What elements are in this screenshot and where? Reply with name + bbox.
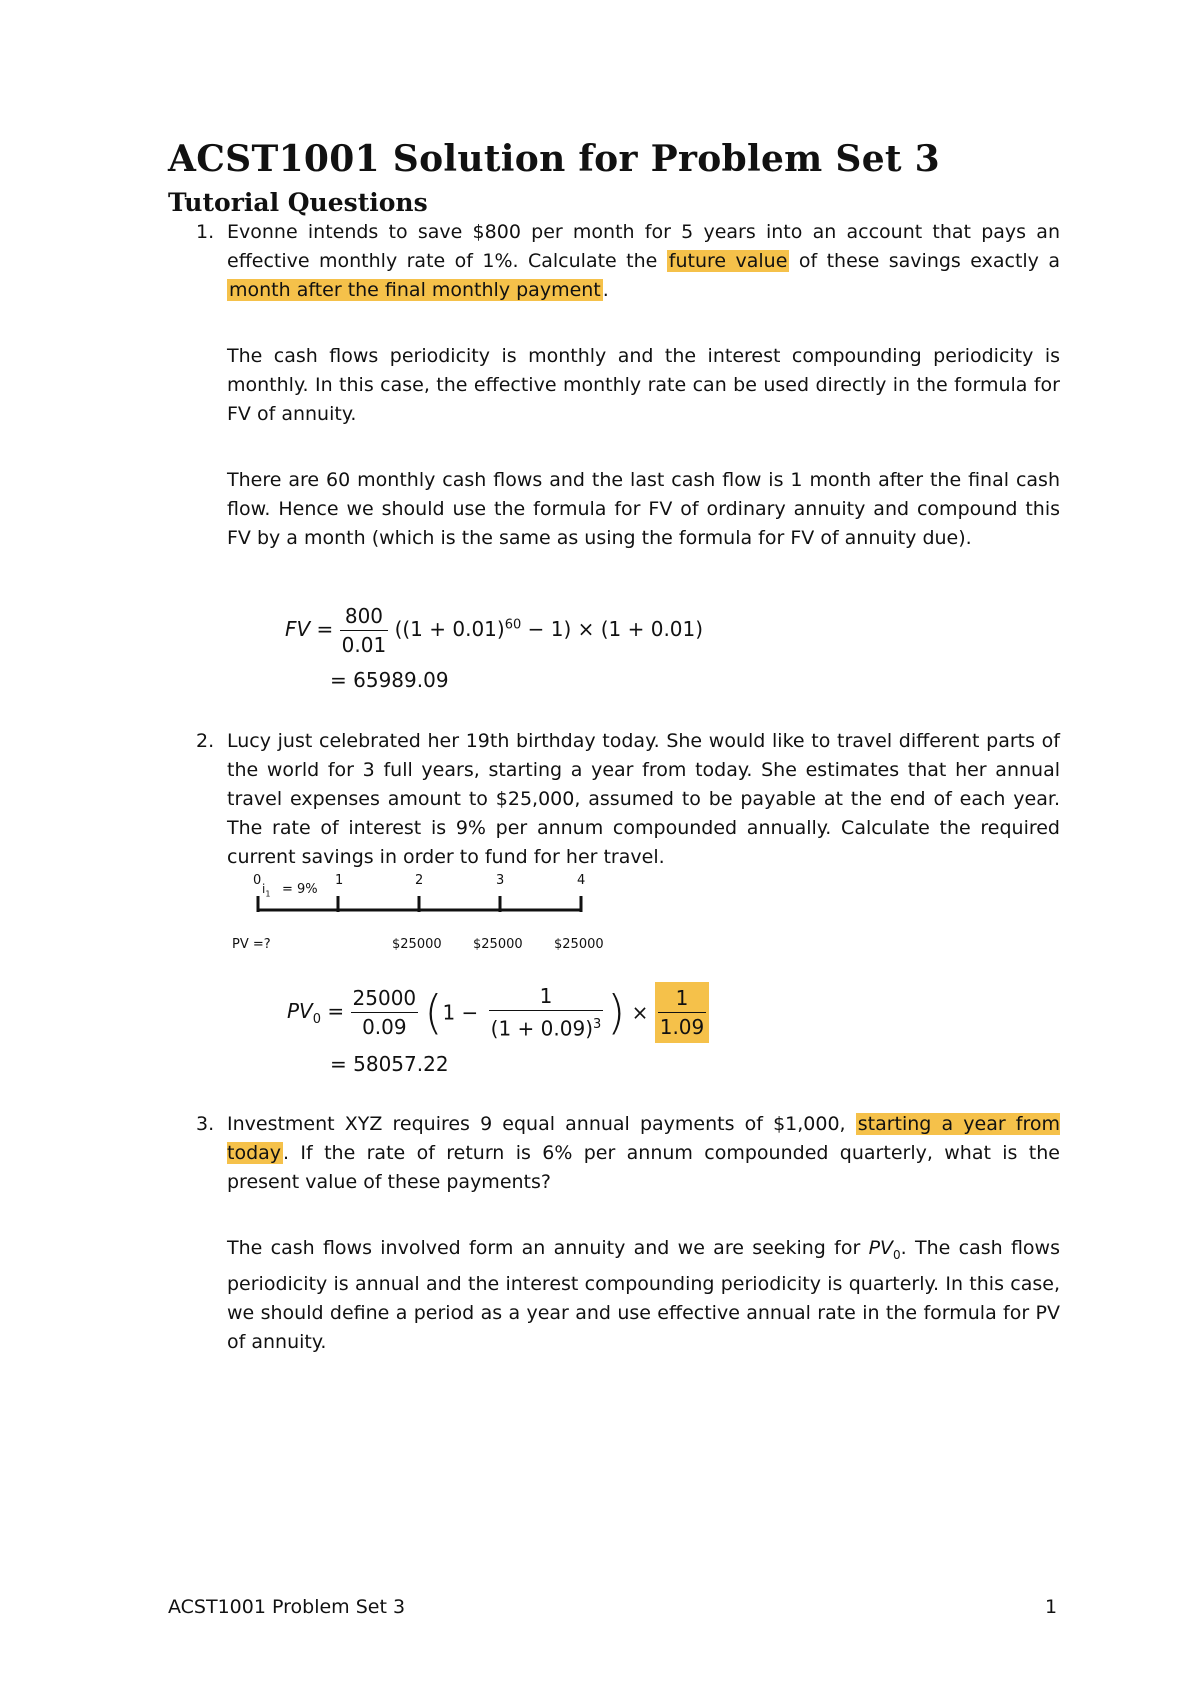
page-number: 1 xyxy=(1045,1596,1058,1618)
question-number: 1. xyxy=(196,221,215,243)
pv-symbol: PV xyxy=(287,999,313,1023)
question-number: 2. xyxy=(196,730,215,752)
text-segment: . The cash flows periodicity is annual and the interest compounding periodicity is quarterly. In this case, we should define a period as a year and use effective annual rate in the formula for PV of annuity. xyxy=(227,1237,1060,1353)
text-segment: Evonne intends to save $800 per month for 5 years into an account that pays an effective monthly rate of 1%. Calculate the xyxy=(227,221,1060,272)
text-segment: The cash flows involved form an annuity and we are seeking for xyxy=(227,1237,869,1259)
question-text xyxy=(227,1110,1060,1197)
question-number: 3. xyxy=(196,1113,215,1135)
timeline-tick-label: 2 xyxy=(415,873,424,888)
rate-label xyxy=(262,882,270,898)
question-2 xyxy=(196,727,1060,872)
pv-label: PV =? xyxy=(232,937,271,952)
fraction xyxy=(340,602,389,659)
equals-sign: = xyxy=(327,999,345,1023)
inner-numerator: 1 xyxy=(489,982,604,1011)
section-heading: Tutorial Questions xyxy=(168,188,428,217)
cash-flow-amount: $25000 xyxy=(473,937,523,952)
question-text: Lucy just celebrated her 19th birthday today. She would like to travel different parts of the world for 3 full years, starting a year from today. She estimates that her annual travel expenses amount to $25,000, assumed to be payable at the end of each year. The rate of interest is 9% per annum compounded annually. Calculate the required current savings in order to fund for her travel. xyxy=(227,730,1060,868)
text-segment: Investment XYZ requires 9 equal annual payments of $1,000, xyxy=(227,1113,856,1135)
rate-symbol: i xyxy=(262,882,266,896)
timeline-tick-label: 4 xyxy=(577,873,586,888)
text-segment: . xyxy=(602,279,609,301)
inner-base: (1 + 0.09) xyxy=(490,1016,593,1041)
highlight: month after the final monthly payment xyxy=(229,279,601,301)
formula-tail: − 1) × (1 + 0.01) xyxy=(521,617,704,641)
denominator: 0.09 xyxy=(362,1015,407,1039)
open-paren: ( xyxy=(424,985,443,1040)
rate-subscript: 1 xyxy=(265,889,271,899)
page-title: ACST1001 Solution for Problem Set 3 xyxy=(168,138,941,180)
cash-flow-amount: $25000 xyxy=(392,937,442,952)
formula-body: ((1 + 0.01) xyxy=(394,617,505,641)
denominator: 1.09 xyxy=(659,1015,705,1039)
inner-denominator xyxy=(489,1011,604,1043)
answer-paragraph: The cash flows periodicity is monthly and the interest compounding periodicity is monthly. In this case, the effective monthly rate can be used directly in the formula for FV of annuity. xyxy=(227,345,1060,425)
pv-symbol: PV xyxy=(868,1237,894,1259)
highlight: future value xyxy=(668,250,788,272)
answer-paragraph xyxy=(227,1234,1060,1357)
formula-pv xyxy=(287,982,709,1043)
numerator: 25000 xyxy=(351,984,419,1013)
question-text xyxy=(227,218,1060,305)
highlighted-fraction xyxy=(655,982,710,1043)
cash-flow-amount: $25000 xyxy=(554,937,604,952)
exponent: 60 xyxy=(504,617,522,633)
text-segment: . If the rate of return is 6% per annum compounded quarterly, what is the present value of these payments? xyxy=(227,1142,1060,1193)
formula-lhs xyxy=(287,999,322,1027)
timeline-tick-label: 3 xyxy=(496,873,505,888)
close-paren: ) xyxy=(607,985,626,1040)
equals-sign: = xyxy=(316,617,334,641)
timeline-tick-label: 0 xyxy=(253,873,262,888)
highlight: starting a year from today xyxy=(227,1113,1061,1164)
footer-title: ACST1001 Problem Set 3 xyxy=(168,1596,406,1618)
fraction xyxy=(351,984,419,1041)
pv-subscript: 0 xyxy=(893,1247,901,1262)
pv-subscript: 0 xyxy=(312,1012,322,1027)
numerator: 800 xyxy=(340,602,389,631)
inner-exponent: 3 xyxy=(593,1017,602,1033)
timeline-tick-label: 1 xyxy=(335,873,344,888)
answer-paragraph: There are 60 monthly cash flows and the last cash flow is 1 month after the final cash flow. Hence we should use the formula for FV of ordinary annuity and compound this FV by a month (which is the same as using the formula for FV of annuity due). xyxy=(227,469,1060,549)
inner-fraction xyxy=(489,982,604,1043)
denominator: 0.01 xyxy=(341,633,387,657)
question-3 xyxy=(196,1110,1060,1197)
rate-value: = 9% xyxy=(282,882,318,897)
times-sign: × xyxy=(631,1000,649,1025)
inline-math xyxy=(868,1237,901,1262)
one-minus: 1 − xyxy=(442,1000,479,1025)
formula-lhs: FV xyxy=(285,617,311,641)
text-segment: of these savings exactly a xyxy=(789,250,1060,272)
formula-result: = 58057.22 xyxy=(330,1052,449,1076)
question-1 xyxy=(196,218,1060,305)
numerator: 1 xyxy=(658,984,707,1013)
formula-result: = 65989.09 xyxy=(330,668,449,692)
formula-fv xyxy=(285,602,703,659)
